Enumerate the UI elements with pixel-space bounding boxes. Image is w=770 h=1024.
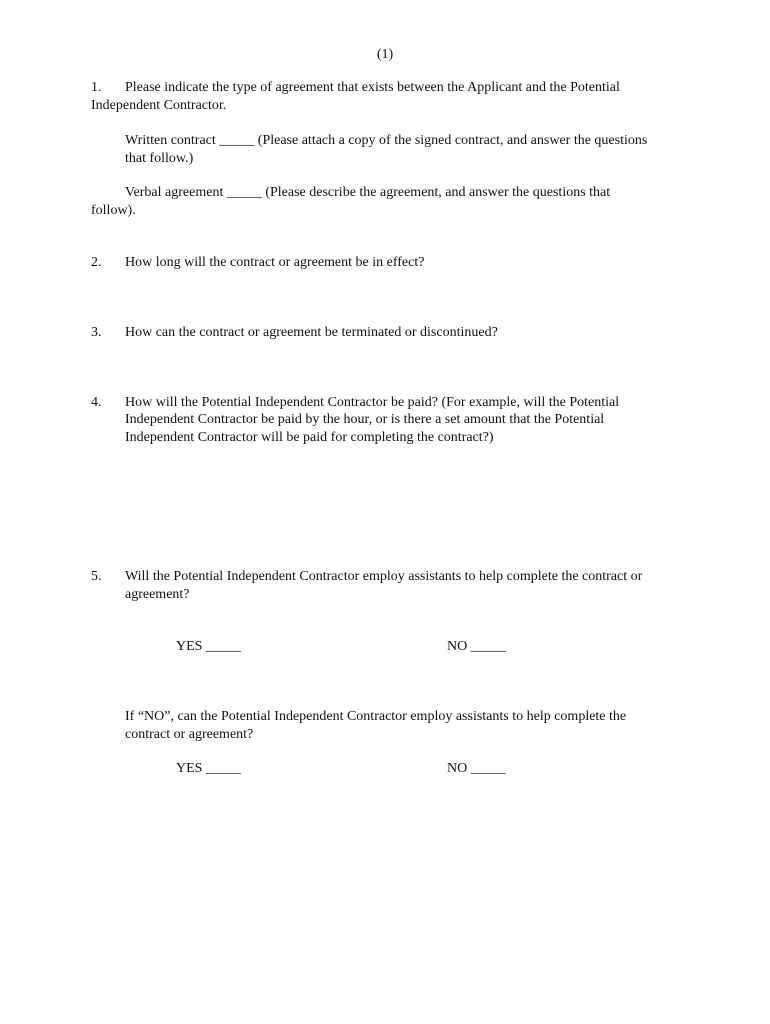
q5-yes-option: YES _____: [176, 639, 241, 654]
page-number: (1): [376, 47, 394, 62]
q5-followup-line1: If “NO”, can the Potential Independent Contractor employ assistants to help complete the: [125, 709, 627, 724]
q5-followup-yes-option: YES _____: [176, 761, 241, 776]
q5-followup-line2: contract or agreement?: [125, 727, 254, 742]
q2-number: 2.: [91, 255, 102, 270]
q4-text-line2: Independent Contractor be paid by the hour, or is there a set amount that the Potential: [125, 412, 605, 427]
q1-number: 1.: [91, 80, 102, 95]
q4-text-line3: Independent Contractor will be paid for completing the contract?): [125, 430, 494, 445]
q5-text-line1: Will the Potential Independent Contractor employ assistants to help complete the contract or: [125, 569, 643, 584]
q3-number: 3.: [91, 325, 102, 340]
q5-number: 5.: [91, 569, 102, 584]
written-contract-option-line2: that follow.): [125, 151, 194, 166]
q5-text-line2: agreement?: [125, 587, 190, 602]
written-contract-option: Written contract _____ (Please attach a copy of the signed contract, and answer the questions: [125, 133, 648, 148]
q4-number: 4.: [91, 395, 102, 410]
q1-text-line2: Independent Contractor.: [91, 98, 227, 113]
verbal-agreement-option-line2: follow).: [91, 203, 136, 218]
q4-text-line1: How will the Potential Independent Contractor be paid? (For example, will the Potential: [125, 395, 620, 410]
q3-text: How can the contract or agreement be terminated or discontinued?: [125, 325, 498, 340]
q1-text-line1: Please indicate the type of agreement that exists between the Applicant and the Potential: [125, 80, 620, 95]
q5-followup-no-option: NO _____: [447, 761, 506, 776]
q5-no-option: NO _____: [447, 639, 506, 654]
verbal-agreement-option: Verbal agreement _____ (Please describe the agreement, and answer the questions that: [125, 185, 611, 200]
q2-text: How long will the contract or agreement be in effect?: [125, 255, 425, 270]
